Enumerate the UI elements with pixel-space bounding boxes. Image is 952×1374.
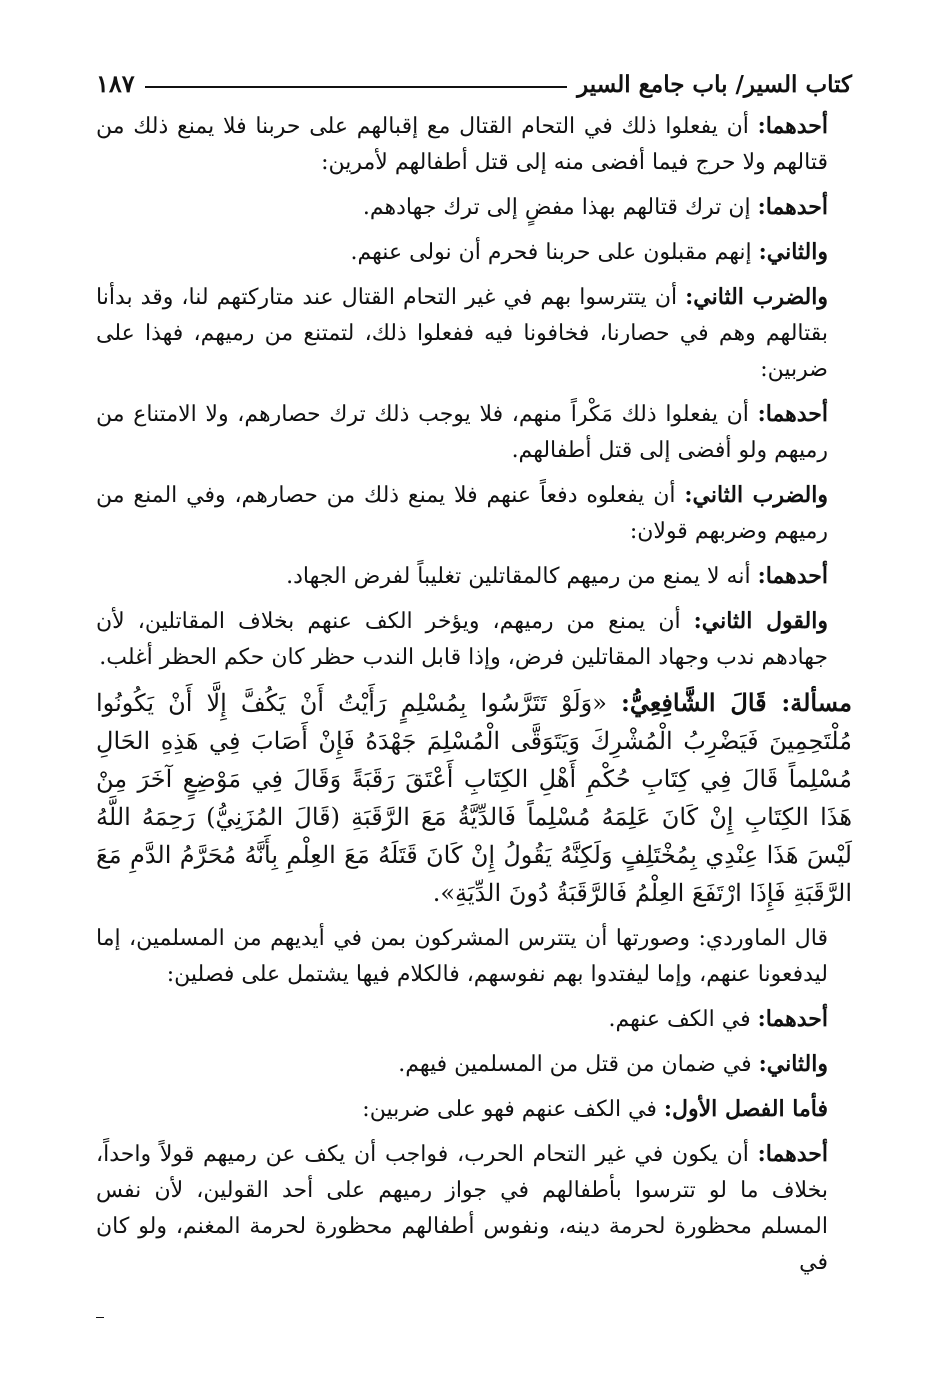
paragraph-text: أن يفعلوه دفعاً عنهم فلا يمنع ذلك من حصارهم، وفي المنع من رميهم وضربهم قولان: [96,483,828,544]
header-rule [145,86,567,88]
paragraph-text: إن ترك قتالهم بهذا مفضٍ إلى ترك جهادهم. [362,195,758,220]
text-body [96,108,852,1281]
quoted-text: «وَلَوْ تَتَرَّسُوا بِمُسْلِمٍ رَأَيْتُ أَنْ يَكُفَّ إِلَّا أَنْ يَكُونُوا مُلْتَحِمِينَ فَيَضْرِبُ الْمُشْرِكَ وَيَتَوَقَّى الْمُسْلِمَ جَهْدَهُ فَإِنْ أَصَابَ فِي هَذِهِ الحَالِ مُسْلِماً قَالَ فِي كِتَابِ حُكْمِ أَهْلِ الكِتَابِ أَعْتَقَ رَقَبَةً وَقَالَ فِي مَوْضِعٍ آخَرَ مِنْ هَذَا الكِتَابِ إِنْ كَانَ عَلِمَهُ مُسْلِماً فَالدِّيَّةُ مَعَ الرَّقَبَةِ (قَالَ المُزَنِيُّ) رَحِمَهُ اللَّهُ لَيْسَ هَذَا عِنْدِي بِمُخْتَلِفٍ وَلَكِنَّهُ يَقُولُ إِنْ كَانَ قَتَلَهُ مَعَ العِلْمِ بِأَنَّهُ مُحَرَّمُ الدَّمِ مَعَ الرَّقَبَةِ فَإِذَا ارْتَفَعَ العِلْمُ فَالرَّقَبَةُ دُونَ الدِّيَةِ». [96,689,852,907]
paragraph-1 [96,108,852,181]
paragraph-3 [96,234,852,271]
paragraph-lead: والقول الثاني: [693,608,828,634]
paragraph-text: أنه لا يمنع من رميهم كالمقاتلين تغليباً لفرض الجهاد. [286,564,758,589]
paragraph-text: أن يفعلوا ذلك في التحام القتال مع إقبالهم على حربنا فلا يمنع ذلك من قتالهم ولا حرج فيما أفضى منه إلى قتل أطفالهم لأمرين: [96,114,828,175]
paragraph-text: في الكف عنهم. [608,1007,758,1032]
paragraph-text: إنهم مقبلون على حربنا فحرم أن نولى عنهم. [350,240,759,265]
paragraph-lead: أحدهما: [757,401,828,427]
paragraph-text: في ضمان من قتل من المسلمين فيهم. [398,1052,759,1077]
paragraph-lead: أحدهما: [757,563,828,589]
masala-paragraph [96,684,852,912]
paragraph-4 [96,279,852,388]
paragraph-lead: والضرب الثاني: [685,284,828,310]
paragraph-lead: مسألة: قَالَ الشَّافِعِيُّ: [620,688,852,717]
paragraph-text: في الكف عنهم فهو على ضربين: [362,1097,664,1122]
paragraph-lead: أحدهما: [757,113,828,139]
paragraph-7 [96,558,852,595]
paragraph-6 [96,477,852,550]
header-title: كتاب السير/ باب جامع السير [577,71,852,98]
footnote-mark [96,1317,104,1318]
paragraph-text: أن يفعلوا ذلك مَكْراً منهم، فلا يوجب ذلك ترك حصارهم، ولا الامتناع من رميهم ولو أفضى إلى قتل أطفالهم. [96,402,828,463]
paragraph-text: أن يتترسوا بهم في غير التحام القتال عند متاركتهم لنا، وقد بدأنا بقتالهم وهم في حصارنا، فخافونا فيه ففعلوا ذلك، لتمتنع من رميهم، فهذا على ضربين: [96,285,828,382]
running-header [96,58,852,98]
paragraph-2 [96,189,852,226]
paragraph-lead: والضرب الثاني: [684,482,828,508]
paragraph-text: أن يكون في غير التحام الحرب، فواجب أن يكف عن رميهم قولاً واحداً، بخلاف ما لو تترسوا بأطفالهم في جواز رميهم على أحد القولين، لأن نفس المسلم محظورة لحرمة دينه، ونفوس أطفالهم محظورة لحرمة المغنم، ولو كان في [96,1142,828,1275]
paragraph-lead: أحدهما: [757,1141,828,1167]
paragraph-8 [96,603,852,676]
paragraph-12 [96,1046,852,1083]
paragraph-lead: فأما الفصل الأول: [663,1096,828,1122]
paragraph-lead: والثاني: [758,239,828,265]
page-number: ١٨٧ [96,69,135,98]
paragraph-lead: أحدهما: [757,1006,828,1032]
paragraph-11 [96,1001,852,1038]
paragraph-text: أن يمنع من رميهم، ويؤخر الكف عنهم بخلاف المقاتلين، لأن جهادهم ندب وجهاد المقاتلين فرض، وإذا قابل الندب حظر كان حكم الحظر أغلب. [96,609,828,670]
paragraph-lead: أحدهما: [757,194,828,220]
paragraph-13 [96,1091,852,1128]
paragraph-10 [96,920,852,993]
page [96,58,852,1318]
paragraph-text: قال الماوردي: وصورتها أن يتترس المشركون بمن في أيديهم من المسلمين، إما ليدفعونا عنهم، وإما ليفتدوا بهم نفوسهم، فالكلام فيها يشتمل على فصلين: [96,926,828,987]
paragraph-lead: والثاني: [758,1051,828,1077]
paragraph-14 [96,1136,852,1281]
paragraph-5 [96,396,852,469]
